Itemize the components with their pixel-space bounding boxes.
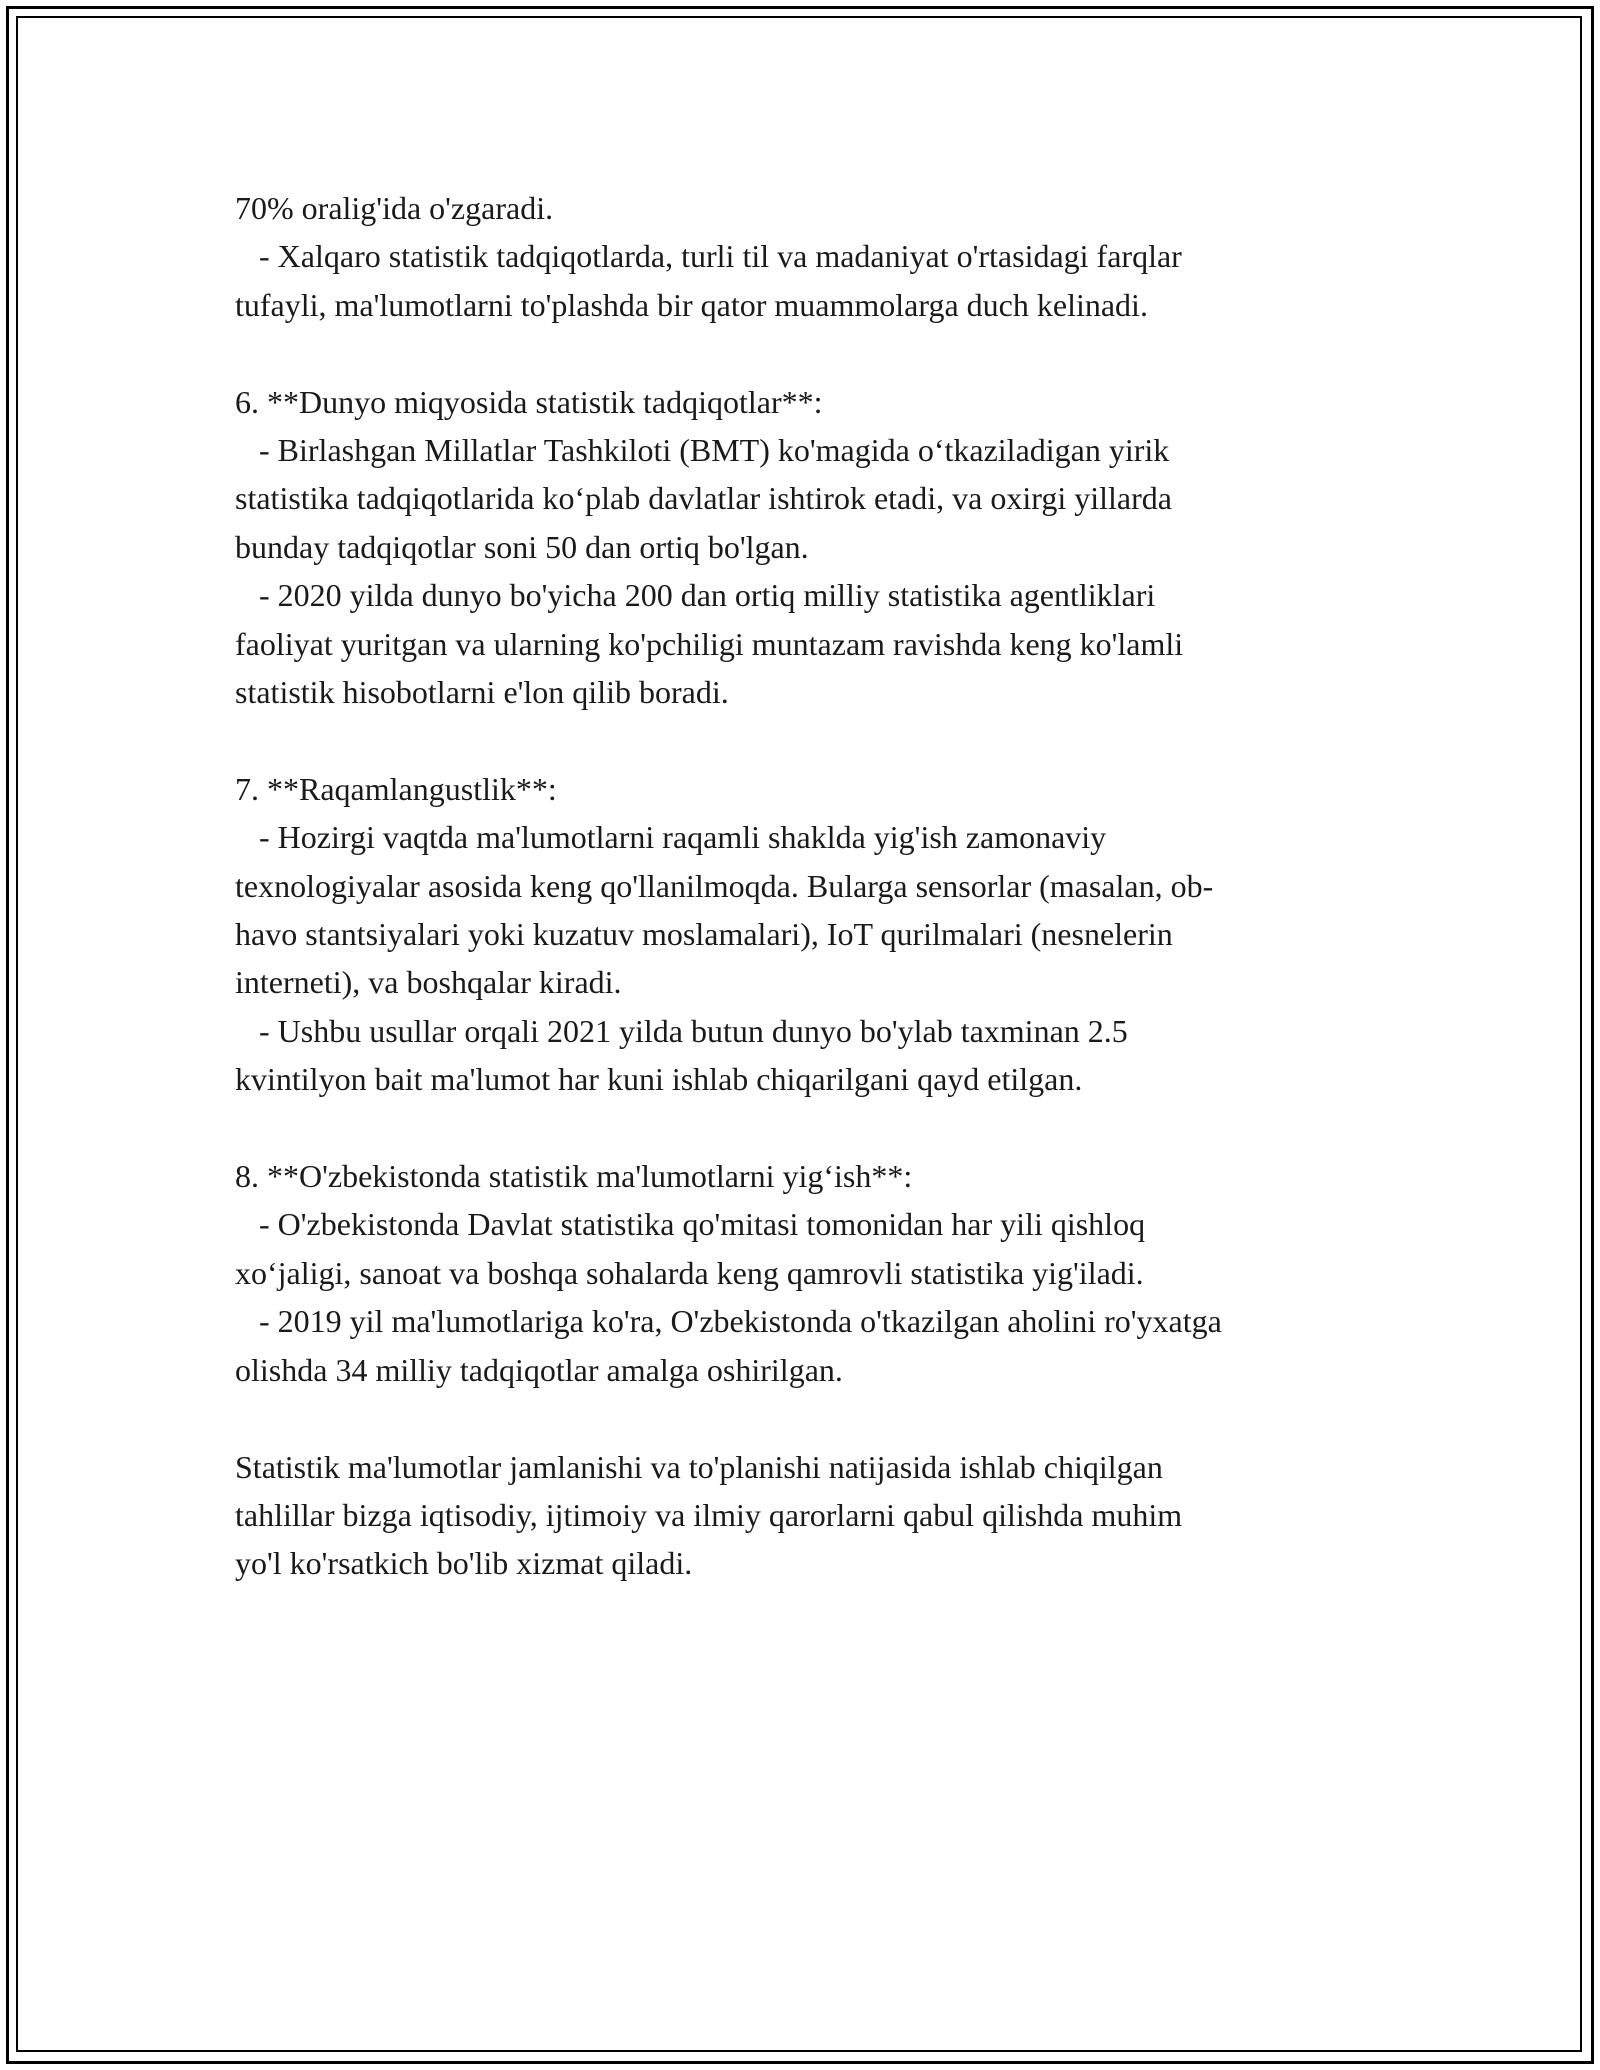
text-line: kvintilyon bait ma'lumot har kuni ishlab chiqarilgani qayd etilgan. — [235, 1061, 1083, 1098]
blank-line — [235, 329, 1375, 377]
text-line: yo'l ko'rsatkich bo'lib xizmat qiladi. — [235, 1545, 693, 1582]
text-line: - 2019 yil ma'lumotlariga ko'ra, O'zbekistonda o'tkazilgan aholini ro'yxatga — [235, 1303, 1222, 1340]
blank-line — [235, 1104, 1375, 1152]
text-line: faoliyat yuritgan va ularning ko'pchiligi muntazam ravishda keng ko'lamli — [235, 625, 1184, 662]
text-line: - O'zbekistonda Davlat statistika qo'mitasi tomonidan har yili qishloq — [235, 1206, 1146, 1243]
text-line: statistika tadqiqotlarida ko‘plab davlatlar ishtirok etadi, va oxirgi yillarda — [235, 480, 1172, 517]
text-line: interneti), va boshqalar kiradi. — [235, 964, 622, 1001]
document-body — [235, 184, 1375, 1588]
text-line: xo‘jaligi, sanoat va boshqa sohalarda keng qamrovli statistika yig'iladi. — [235, 1254, 1144, 1291]
text-line: 70% oralig'ida o'zgaradi. — [235, 190, 554, 226]
section-heading: 6. **Dunyo miqyosida statistik tadqiqotlar**: — [235, 383, 823, 420]
text-line: olishda 34 milliy tadqiqotlar amalga oshirilgan. — [235, 1351, 843, 1388]
text-line: statistik hisobotlarni e'lon qilib boradi. — [235, 674, 729, 711]
text-line: - Xalqaro statistik tadqiqotlarda, turli til va madaniyat o'rtasidagi farqlar — [235, 238, 1182, 275]
text-line: bunday tadqiqotlar soni 50 dan ortiq bo'lgan. — [235, 528, 809, 565]
blank-line — [235, 1394, 1375, 1442]
text-line: - Birlashgan Millatlar Tashkiloti (BMT) ko'magida o‘tkaziladigan yirik — [235, 432, 1170, 469]
text-line: tahlillar bizga iqtisodiy, ijtimoiy va ilmiy qarorlarni qabul qilishda muhim — [235, 1496, 1183, 1533]
text-line: tufayli, ma'lumotlarni to'plashda bir qator muammolarga duch kelinadi. — [235, 286, 1148, 323]
blank-line — [235, 716, 1375, 764]
text-line: - Ushbu usullar orqali 2021 yilda butun dunyo bo'ylab taxminan 2.5 — [235, 1012, 1128, 1049]
text-line: Statistik ma'lumotlar jamlanishi va to'planishi natijasida ishlab chiqilgan — [235, 1448, 1163, 1485]
text-line: havo stantsiyalari yoki kuzatuv moslamalari), IoT qurilmalari (nesnelerin — [235, 916, 1173, 953]
section-heading: 7. **Raqamlangustlik**: — [235, 770, 557, 807]
text-line: - 2020 yilda dunyo bo'yicha 200 dan ortiq milliy statistika agentliklari — [235, 577, 1156, 614]
section-heading: 8. **O'zbekistonda statistik ma'lumotlarni yig‘ish**: — [235, 1158, 913, 1195]
text-line: texnologiyalar asosida keng qo'llanilmoqda. Bularga sensorlar (masalan, ob- — [235, 867, 1214, 904]
text-line: - Hozirgi vaqtda ma'lumotlarni raqamli shaklda yig'ish zamonaviy — [235, 819, 1107, 856]
